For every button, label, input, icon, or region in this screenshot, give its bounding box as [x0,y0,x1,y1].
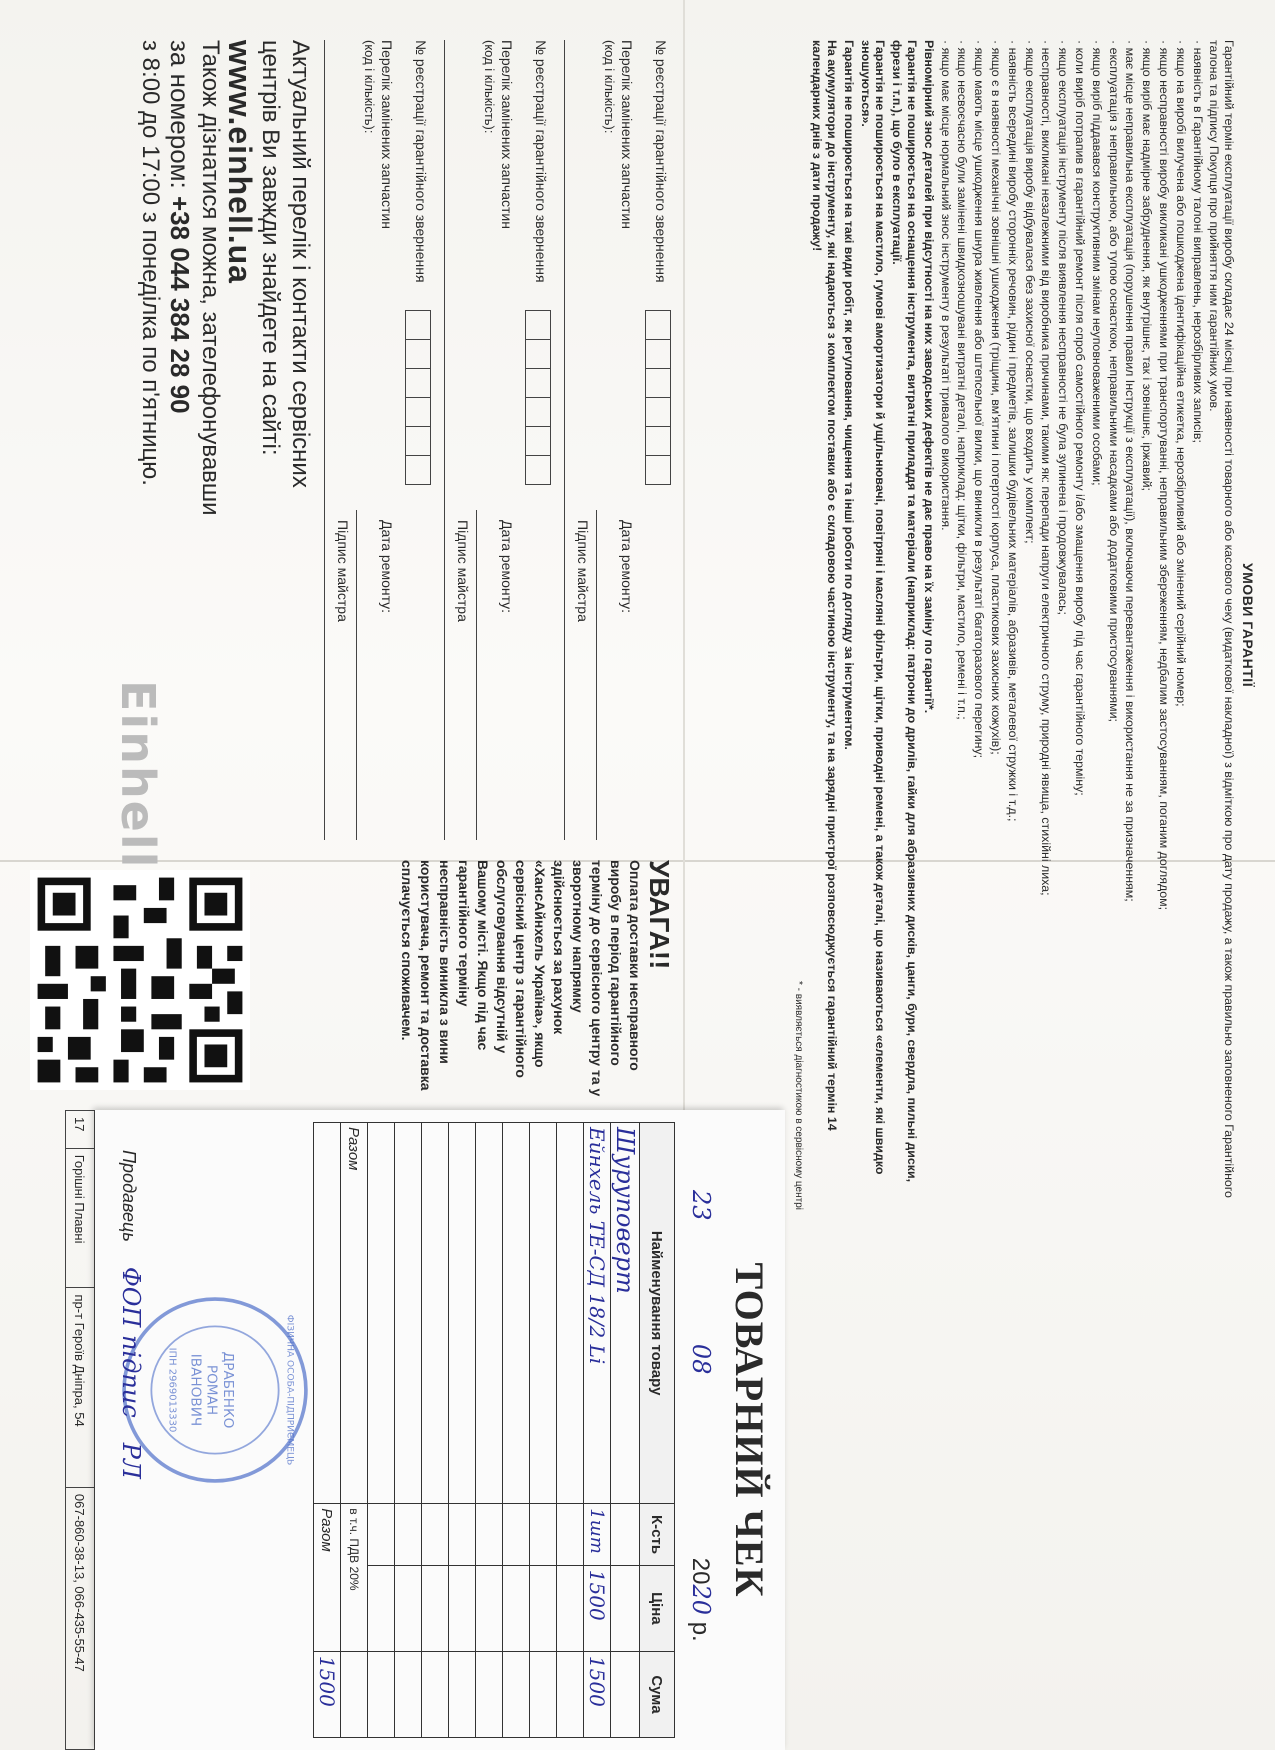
divider [444,40,445,840]
date-year-prefix: 20 [687,1557,714,1585]
table-row [530,1123,557,1738]
attention-text: Оплата доставки несправного виробу в період гарантійного терміну до сервісного центру та у зворотному напрямку здійснюється за рахунок «ХансАйнхель Україна», якщо сервісний центр з гарантійного обслуговування відсутній у Вашому місті. Якщо під час гарантійного терміну несправність виникла з вини користувача, ремонт та доставка сплачується споживачем. [399,860,643,1097]
service-center-table [65,1110,95,1750]
terms-item: · якщо несправності виробу викликані ушкодженнями при транспортуванні, неправильним збереженням, недбалим застосуванням, поганим доглядом; [1157,40,1172,911]
terms-list [938,40,1205,1210]
warranty-terms [685,40,1255,1210]
divider [564,40,565,840]
contacts-line-5: з 8:00 до 17:00 з понеділка по п'ятницю. [137,40,164,486]
repair-date-label: Дата ремонту: [379,520,395,614]
stamp-line-2: ДРАБЕНКО [220,1351,237,1429]
table-row [314,1123,341,1738]
terms-item: · якщо має місце нормальний знос інструменту в результаті тривалого використання. [938,40,953,531]
terms-bold-1: Рівномірний знос деталей при відсутності на них заводських дефектів не дає право на їх заміну по гарантії*. [921,40,936,714]
seller-line [117,1150,145,1479]
terms-item: · наявність в Гарантійному талоні виправлень, нерозбірливих записів; [1190,40,1205,443]
stamp-line-1: ФІЗИЧНА ОСОБА-ПІДПРИЄМЕЦЬ [284,1314,295,1466]
total-label-2: Разом [314,1504,341,1652]
phone-number[interactable]: +38 044 384 28 90 [165,196,195,414]
item-name-1: Шуруповерт [611,1123,640,1504]
terms-item: · якщо експлуатація виробу відбувалася без захисної оснастки, що входить у комплект; [1022,40,1037,544]
item-sum: 1500 [584,1651,611,1737]
service-records [315,40,675,840]
reg-number-label: № реєстрації гарантійного звернення [533,40,549,283]
terms-item: · якщо несвоєчасно були замінені швидкозношувані витратні деталі, наприклад: щітки, фільтри, мастило, ремені і т.п.; [955,40,970,720]
terms-bold-5: На акумулятори до інструменту, які надаються з комплектом поставки або є складовою частиною інструменту, та на зарядні пристрої розповсюджується гарантійний термін 14 календарних днів з дати продажу! [810,40,840,1131]
parts-label: Перелік замінених запчастин [499,40,515,229]
svc-address: пр-т Героїв Дніпра, 54 [66,1288,95,1487]
receipt-title: ТОВАРНИЙ ЧЕК [727,1262,772,1598]
terms-item: · якщо експлуатація інструменту після виявлення несправності не була зупинена і продовжувалась; [1056,40,1071,615]
date-suffix: р. [687,1621,714,1642]
repair-date-label: Дата ремонту: [499,520,515,614]
stamp-line-4: ІВАНОВИЧ [187,1353,204,1427]
repair-date-label: Дата ремонту: [619,520,635,614]
svc-city: Горішні Плавні [66,1148,95,1288]
contacts-line-3: Також дізнатися можна, зателефонувавши [197,40,224,516]
item-price: 1500 [584,1565,611,1651]
col-price: Ціна [640,1565,675,1651]
reg-number-boxes[interactable] [645,310,671,484]
terms-item: · наявність всередині виробу сторонніх речовин, рідин і предметів, залишки будівельних матеріалів, абразивів, металевої стружки і т.д.; [1005,40,1020,822]
einhell-logo: Einhell [111,680,165,870]
master-signature-label: Підпис майстра [335,520,351,622]
reg-number-label: № реєстрації гарантійного звернення [653,40,669,283]
service-record-form [440,40,555,840]
col-name: Найменування товару [640,1123,675,1504]
reg-number-boxes[interactable] [405,310,431,484]
table-row [503,1123,530,1738]
terms-bold-4: Гарантія не поширюється на такі види робіт, як регулювання, чищення та інші роботи по догляду за інструментом. [841,40,856,750]
receipt-date [679,1190,715,1710]
table-row [395,1123,422,1738]
terms-intro: Гарантійний термін експлуатації виробу складає 24 місяці при наявності товарного або касового чеку (видаткової накладної) з відміткою про дату продажу, а також правильно заповненого Гарантійного талона та підпису Покупця про прийняття ним гарантійних умов. [1207,40,1237,1198]
seller-signature: ФОП підпис [117,1266,145,1418]
terms-item: · якщо мають місце ушкодження шнура живлення або штепсельної вилки, що виникли в результаті багаторазового перегину; [972,40,987,759]
item-qty: 1шт [584,1504,611,1566]
qr-code-icon [30,870,250,1090]
table-row [584,1123,611,1738]
sales-receipt [95,1110,785,1750]
table-row [449,1123,476,1738]
service-record-form [320,40,435,840]
table-row [341,1123,368,1738]
total-value: 1500 [314,1651,341,1737]
total-label: Разом [341,1123,368,1504]
vat-label: в т.ч. ПДВ 20% [341,1504,368,1652]
website-link[interactable]: www.einhell.ua [222,40,258,284]
table-row [476,1123,503,1738]
terms-item: · якщо виріб піддавався конструктивним змінам неуповноваженими особами; [1089,40,1104,486]
stamp-line-5: ІПН 2969013330 [166,1347,178,1433]
col-qty: К-сть [640,1504,675,1566]
reg-number-label: № реєстрації гарантійного звернення [413,40,429,283]
terms-item: · якщо виріб має надмірне забруднення, як внутрішнє, так і зовнішнє, іржавий; [1140,40,1155,491]
svc-num: 17 [66,1111,95,1149]
contacts-line-2: центрів Ви завжди знайдете на сайті: [257,40,284,456]
master-signature-label: Підпис майстра [455,520,471,622]
phone-prefix: за номером: [165,40,195,196]
item-name-2: Ейнхель ТЕ-СД 18/2 Li [584,1123,611,1504]
seal-stamp-icon [115,1290,315,1490]
date-day: 23 [687,1190,715,1221]
reg-number-boxes[interactable] [525,310,551,484]
terms-item: · якщо на виробі вилучена або пошкоджена ідентифікаційна етикетка, нерозбірливий або змінений серійний номер; [1173,40,1188,707]
contacts-line-1: Актуальний перелік і контакти сервісних [287,40,314,488]
table-header-row [640,1123,675,1738]
seller-initials: РЛ [117,1442,145,1479]
parts-sub-label: (код і кількість): [602,40,617,134]
date-month: 08 [687,1343,715,1375]
table-row [422,1123,449,1738]
svc-phones: 067-860-38-13, 066-435-55-47 [66,1487,95,1749]
stamp-line-3: РОМАН [203,1364,220,1416]
date-year: 20 [687,1584,715,1616]
terms-item: · якщо є в наявності механічні зовнішні ушкодження (тріщини, вм'ятини і потертості корпуса, пластикових захисних кожухів); [989,40,1004,755]
terms-item: · несправності, викликані незалежними від виробника причинами, такими як: перепади напруги електричного струму, природні явища, стихійні лиха; [1039,40,1054,896]
terms-item: · експлуатація з неправильною, або тупою оснасткою, неправильними насадками або додатковими пристосуваннями; [1106,40,1121,722]
divider [324,40,325,840]
signature-line[interactable] [596,510,597,840]
table-row [557,1123,584,1738]
terms-item: · коли виріб потрапив в гарантійний ремонт після спроб самостійного ремонту і/або змащення виробу під час гарантійного терміну; [1073,40,1088,796]
parts-sub-label: (код і кількість): [362,40,377,134]
attention-block [355,860,675,1100]
parts-sub-label: (код і кількість): [482,40,497,134]
receipt-table [313,1122,675,1738]
seller-label: Продавець [119,1150,139,1242]
terms-footnote: * - виявляється діагностикою в сервісному центрі [793,980,805,1210]
terms-title: УМОВИ ГАРАНТІЇ [1240,562,1256,688]
col-sum: Сума [640,1651,675,1737]
table-row [66,1111,95,1750]
terms-bold-3: Гарантія не поширюється на мастило, гумові амортизатори й ущільнювачі, повітряні і масляні фільтри, щітки, приводні ремені, а також деталі, що називаються «елементи, які швидко зношуються». [858,40,888,1175]
terms-bold-2: Гарантія не поширюється на оснащення інструмента, витратні приладдя та матеріали (наприклад: патрони до дрилів, гайки для абразивних дисків, цанги, бури, свердла, пильні диски, фрези і т.п.), що було в експлуатації. [890,40,920,1183]
parts-label: Перелік замінених запчастин [619,40,635,229]
attention-title: УВАГА!! [644,860,675,970]
master-signature-label: Підпис майстра [575,520,591,622]
table-row [368,1123,395,1738]
signature-line[interactable] [476,510,477,840]
service-record-form [560,40,675,840]
terms-item: · має місце неправильна експлуатація (порушення правил Інструкції з експлуатації), включаючи перевантаження і використання не за призначенням; [1123,40,1138,902]
parts-label: Перелік замінених запчастин [379,40,395,229]
signature-line[interactable] [356,510,357,840]
table-row [611,1123,640,1738]
